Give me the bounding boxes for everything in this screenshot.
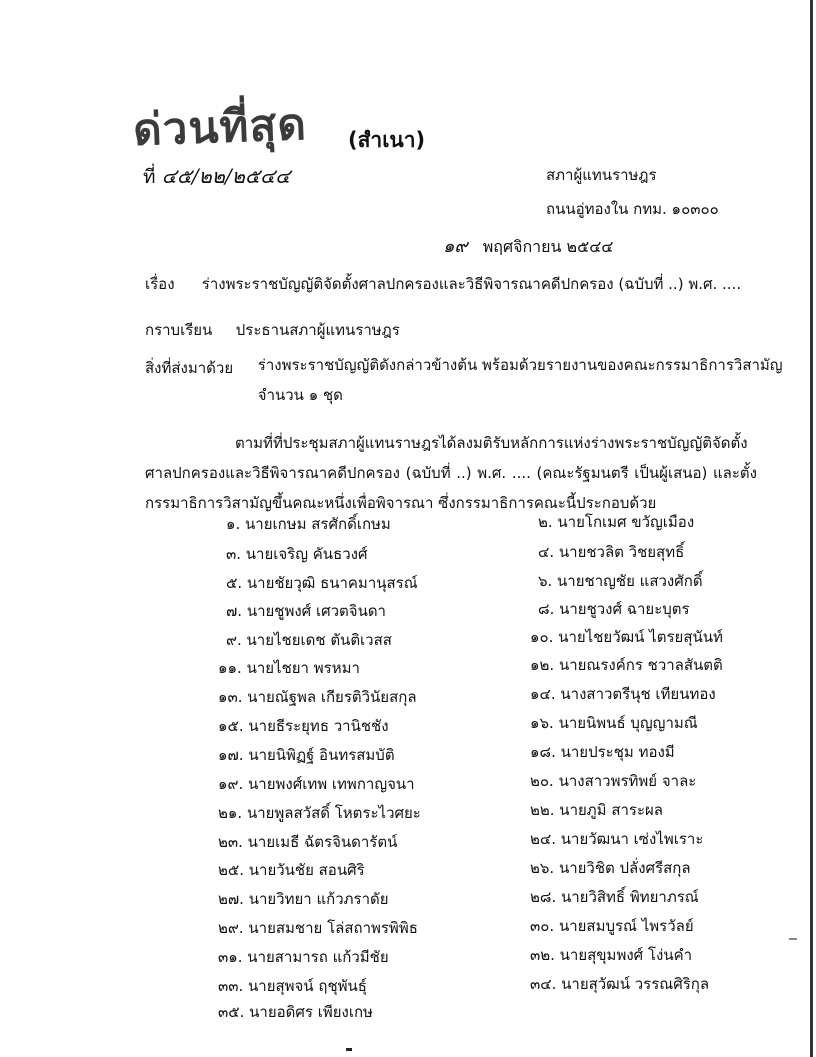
member-item: ๓๒. นายสุขุมพงศ์ โง่นคำ — [530, 946, 693, 964]
member-item: ๒๒. นายภูมิ สาระผล — [530, 801, 663, 819]
member-item: ๑. นายเกษม สรศักดิ์เกษม — [226, 515, 391, 533]
member-item: ๓. นายเจริญ คันธวงศ์ — [226, 545, 368, 563]
member-item: ๑๒. นายณรงค์กร ชวาลสันตติ — [530, 656, 723, 674]
document-number-prefix: ที่ — [143, 166, 156, 188]
member-item: ๑๖. นายนิพนธ์ บุญญามณี — [530, 714, 698, 732]
member-item: ๑๑. นายไชยา พรหมา — [218, 659, 360, 677]
document-number-value: ๔๕/๒๒/๒๕๔๔ — [161, 164, 291, 188]
scan-speck — [789, 938, 797, 940]
enclosure-line-1: ร่างพระราชบัญญัติดังกล่าวข้างต้น พร้อมด้วยรายงานของคณะกรรมาธิการวิสามัญ — [257, 356, 783, 374]
member-item: ๑๙. นายพงศ์เทพ เทพกาญจนา — [218, 775, 415, 793]
body-line-3: กรรมาธิการวิสามัญขึ้นคณะหนึ่งเพื่อพิจารณา ซึ่งกรรมาธิการคณะนี้ประกอบด้วย — [145, 494, 657, 512]
member-item: ๒๕. นายวันชัย สอนศิริ — [218, 861, 365, 879]
member-item: ๒๖. นายวิชิต ปลั่งศรีสกุล — [530, 859, 691, 877]
member-item: ๒๘. นายวิสิทธิ์ พิทยาภรณ์ — [530, 888, 699, 906]
sender-block — [546, 158, 719, 226]
member-item: ๒๔. นายวัฒนา เซ่งไพเราะ — [530, 830, 704, 848]
committee-member-list — [0, 505, 816, 1005]
member-item: ๓๓. นายสุพจน์ ฤชุพันธุ์ — [218, 977, 367, 995]
recipient-label: กราบเรียน — [145, 321, 213, 339]
member-item: ๑๕. นายธีระยุทธ วานิชชัง — [218, 717, 389, 735]
member-item: ๑๔. นางสาวตรีนุช เทียนทอง — [530, 685, 716, 703]
member-item: ๒๓. นายเมธี ฉัตรจินดารัตน์ — [218, 833, 398, 851]
member-item: ๘. นายชูวงศ์ ฉายะบุตร — [538, 600, 690, 618]
member-item: ๖. นายชาญชัย แสวงศักดิ์ — [538, 572, 703, 590]
member-item: ๓๐. นายสมบูรณ์ ไพรวัลย์ — [530, 917, 694, 935]
member-item: ๗. นายชูพงศ์ เศวตจินดา — [226, 602, 386, 620]
member-item: ๒๗. นายวิทยา แก้วภราดัย — [218, 890, 389, 908]
member-item: ๑๗. นายนิพิฏฐ์ อินทรสมบัติ — [218, 746, 395, 764]
urgent-stamp: ด่วนที่สุด — [132, 98, 308, 157]
subject-line — [145, 272, 741, 296]
document-number — [143, 160, 290, 192]
subject-text: ร่างพระราชบัญญัติจัดตั้งศาลปกครองและวิธีพิจารณาคดีปกครอง (ฉบับที่ ..) พ.ศ. .... — [201, 275, 742, 293]
member-item: ๑๘. นายประชุม ทองมี — [530, 743, 675, 761]
member-item: ๓๕. นายอดิศร เพียงเกษ — [218, 1003, 373, 1021]
member-item: ๒๐. นางสาวพรทิพย์ จาละ — [530, 772, 697, 790]
scan-edge-line — [810, 0, 813, 1057]
sender-organization: สภาผู้แทนราษฎร — [546, 166, 657, 184]
member-item: ๙. นายไชยเดช ตันติเวสส — [226, 631, 392, 649]
document-date — [443, 231, 613, 260]
copy-label: (สำเนา) — [348, 128, 426, 152]
subject-label: เรื่อง — [145, 275, 175, 293]
member-item: ๑๐. นายไชยวัฒน์ ไตรยสุนันท์ — [530, 628, 723, 646]
date-day: ๑๙ — [443, 236, 468, 257]
member-item: ๓๔. นายสุวัฒน์ วรรณศิริกุล — [530, 975, 710, 993]
member-item: ๒. นายโกเมศ ขวัญเมือง — [538, 513, 695, 531]
sender-address: ถนนอู่ทองใน กทม. ๑๐๓๐๐ — [546, 200, 719, 218]
scan-speck — [346, 1048, 352, 1051]
enclosure-text — [258, 350, 783, 410]
enclosure-label: สิ่งที่ส่งมาด้วย — [145, 359, 234, 377]
enclosure-line-2: จำนวน ๑ ชุด — [257, 386, 343, 404]
member-item: ๔. นายชวลิต วิชยสุทธิ์ — [538, 543, 685, 561]
enclosure-line — [145, 356, 783, 410]
recipient-line — [145, 318, 400, 342]
body-line-1: ตามที่ที่ประชุมสภาผู้แทนราษฎรได้ลงมติรับหลักการแห่งร่างพระราชบัญญัติจัดตั้ง — [235, 434, 748, 452]
body-line-2: ศาลปกครองและวิธีพิจารณาคดีปกครอง (ฉบับที่ ..) พ.ศ. .... (คณะรัฐมนตรี เป็นผู้เสนอ) และตั้ง — [145, 464, 757, 482]
member-item: ๑๓. นายณัฐพล เกียรติวินัยสกุล — [218, 688, 417, 706]
date-month-year: พฤศจิกายน ๒๕๔๔ — [482, 237, 614, 256]
member-item: ๕. นายชัยวุฒิ ธนาคมานุสรณ์ — [226, 574, 418, 592]
member-item: ๒๑. นายพูลสวัสดิ์ โหตระไวศยะ — [218, 804, 421, 822]
member-item: ๓๑. นายสามารถ แก้วมีชัย — [218, 948, 389, 966]
recipient-text: ประธานสภาผู้แทนราษฎร — [235, 321, 400, 339]
member-item: ๒๙. นายสมชาย โล่สถาพรพิพิธ — [218, 919, 418, 937]
